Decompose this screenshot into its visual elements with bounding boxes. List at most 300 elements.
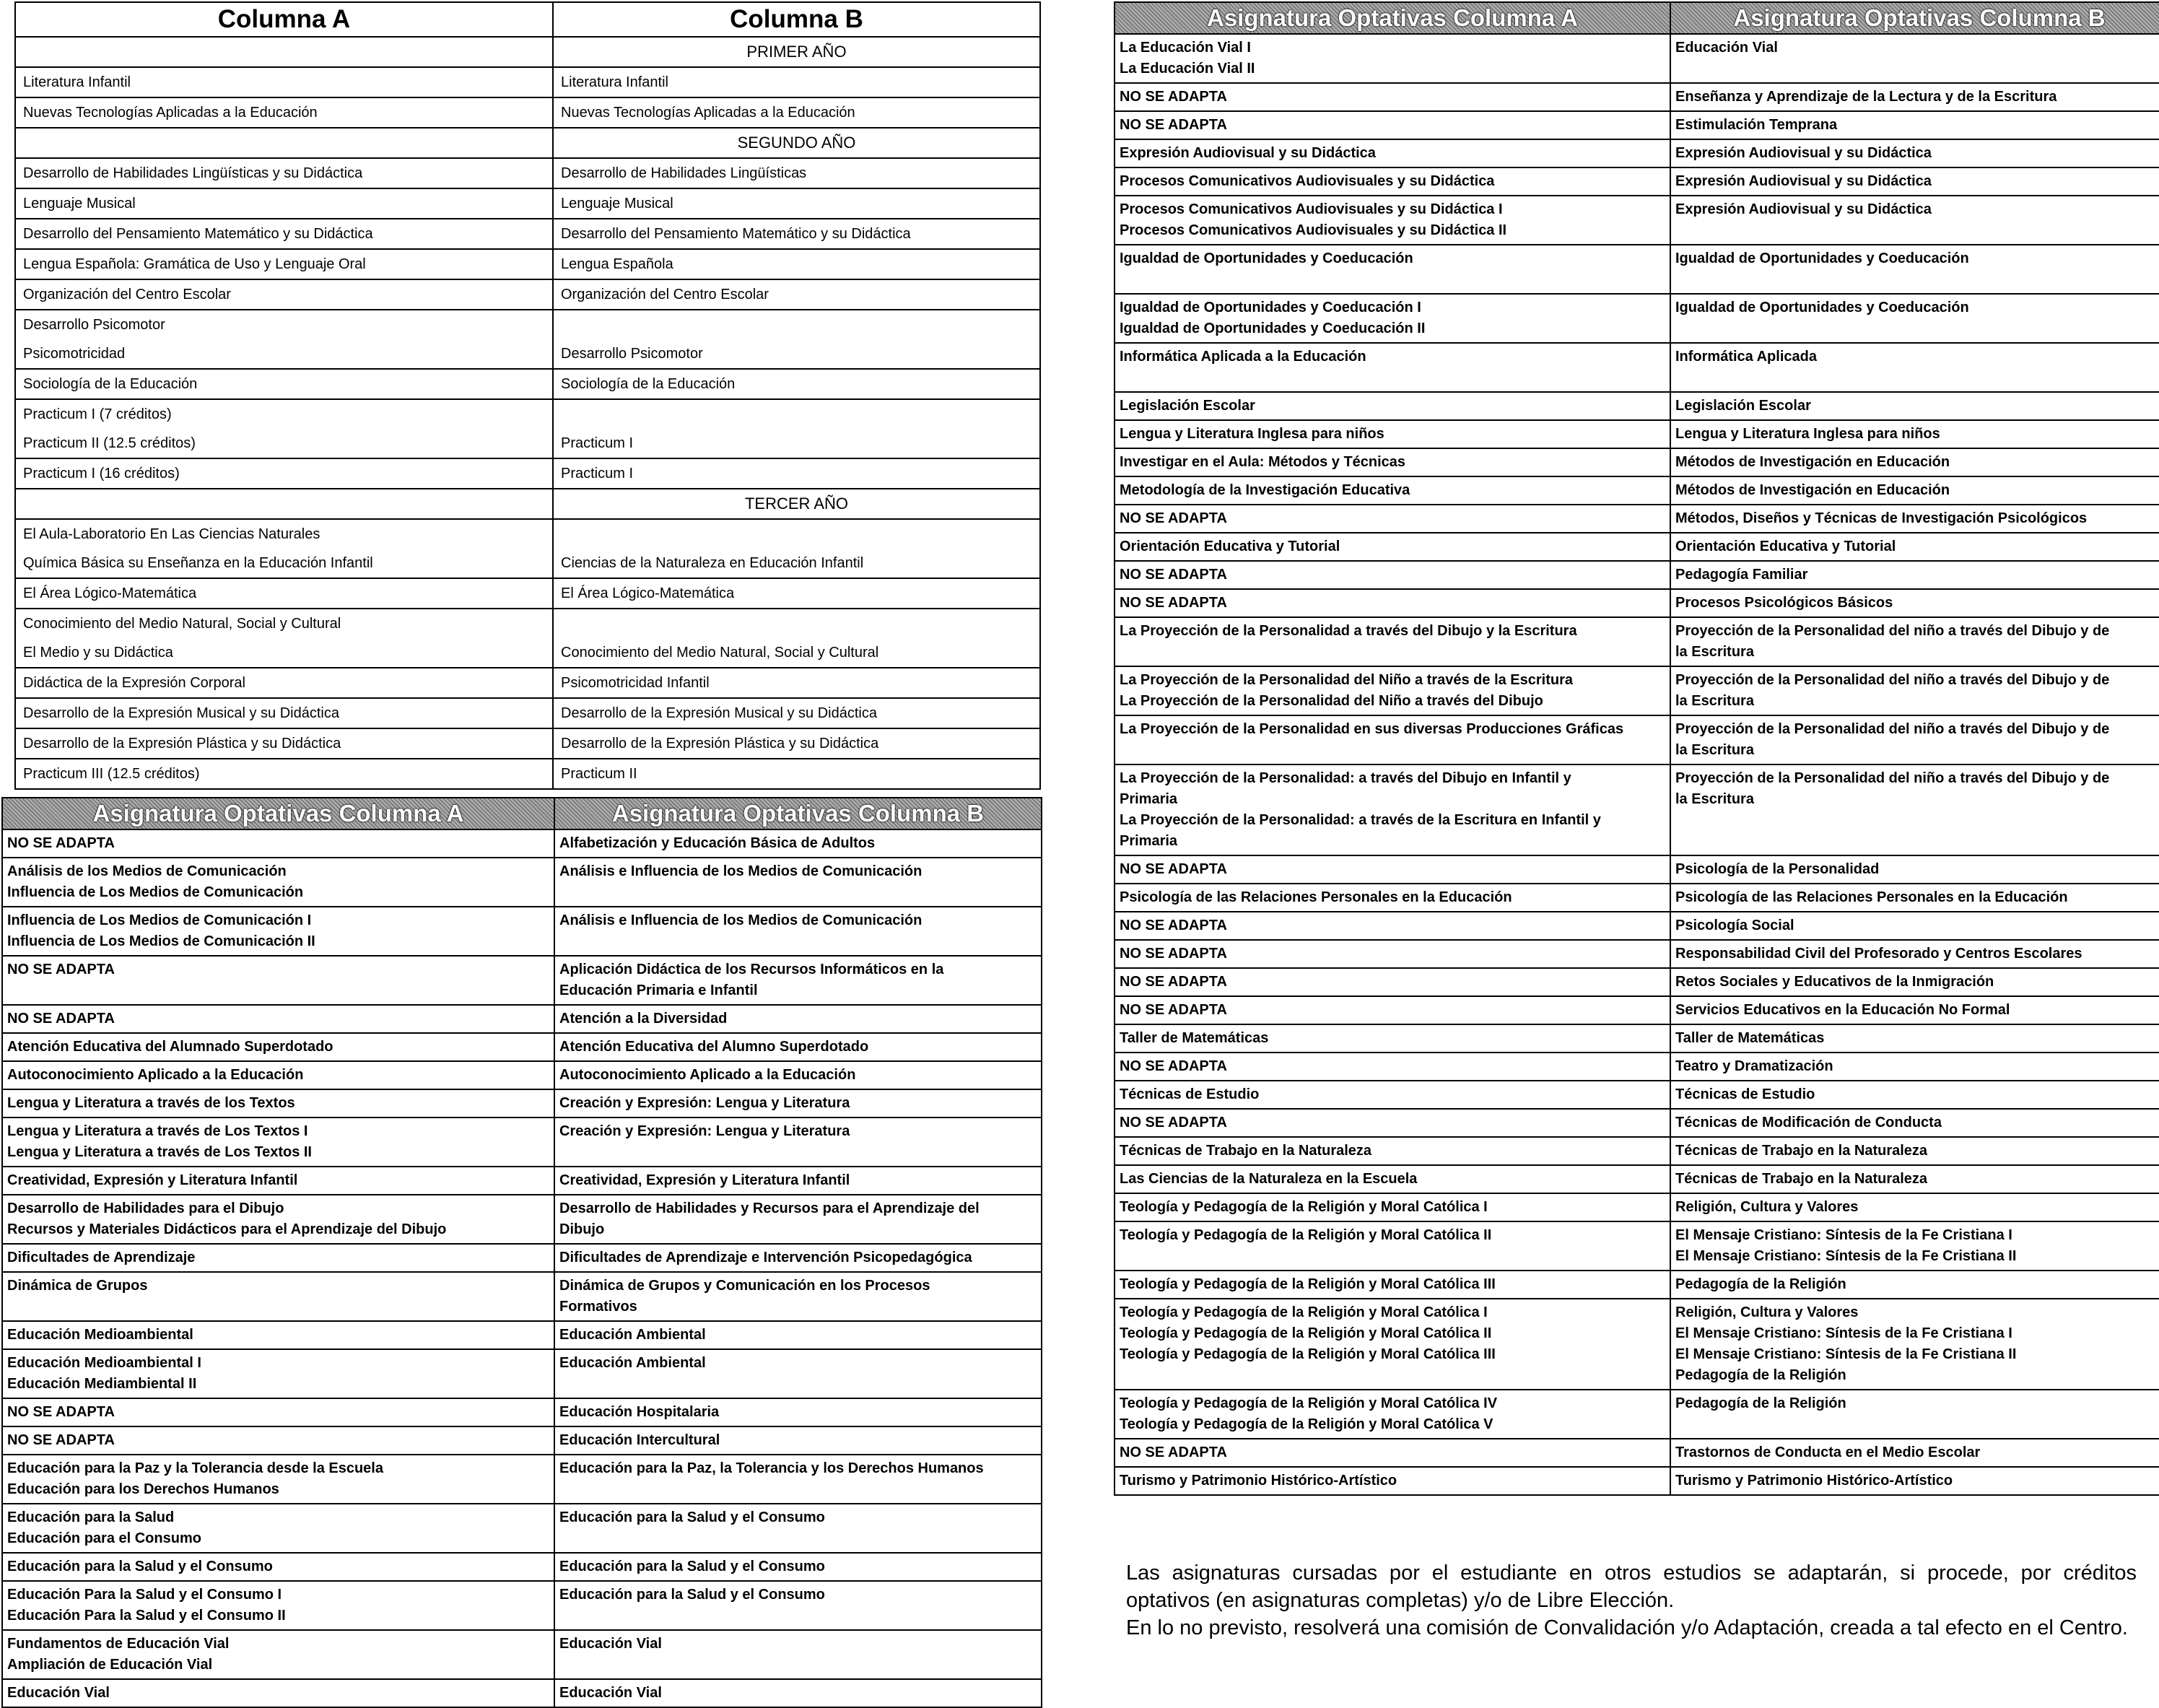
table-row [15, 728, 1040, 759]
table-row [1115, 111, 2159, 139]
cell-line: El Aula-Laboratorio En Las Ciencias Naturales [23, 526, 320, 542]
table-row [2, 1061, 1042, 1089]
cell-line: NO SE ADAPTA [1120, 595, 1227, 611]
cell-line: La Proyección de la Personalidad en sus diversas Producciones Gráficas [1120, 721, 1624, 737]
column-a-cell [15, 728, 553, 759]
column-a-cell [1115, 111, 1670, 139]
cell-line: Educación Intercultural [559, 1432, 720, 1448]
column-a-cell [1115, 34, 1670, 83]
column-a-cell [1115, 420, 1670, 448]
column-b-cell [554, 1426, 1042, 1455]
column-a-cell [15, 458, 553, 489]
cell-line: Proyección de la Personalidad del niño a través del Dibujo y de [1675, 623, 2110, 639]
cell-line: El Mensaje Cristiano: Síntesis de la Fe Cristiana II [1675, 1248, 2017, 1264]
table-row [15, 279, 1040, 310]
column-a-cell [1115, 533, 1670, 561]
cell-line: Conocimiento del Medio Natural, Social y Cultural [561, 645, 879, 661]
cell-line: Educación para la Salud y el Consumo [559, 1587, 825, 1603]
column-b-cell [554, 1398, 1042, 1426]
table-row [1115, 1221, 2159, 1271]
table-row [1115, 420, 2159, 448]
cell-line: NO SE ADAPTA [1120, 1445, 1227, 1460]
cell-line: Informática Aplicada [1675, 349, 1817, 365]
column-a-cell [1115, 245, 1670, 294]
table-row [1115, 666, 2159, 715]
optativas-b-header: Asignatura Optativas Columna B [1670, 2, 2159, 34]
cell-line: Legislación Escolar [1120, 398, 1255, 414]
column-a-cell [1115, 196, 1670, 245]
cell-line: Educación Para la Salud y el Consumo II [7, 1608, 286, 1624]
cell-line: El Mensaje Cristiano: Síntesis de la Fe Cristiana I [1675, 1227, 2012, 1243]
cell-line: Responsabilidad Civil del Profesorado y Centros Escolares [1675, 946, 2082, 962]
cell-line: Educación Hospitalaria [559, 1404, 720, 1420]
cell-line: Orientación Educativa y Tutorial [1675, 539, 1896, 554]
table-row [1115, 1467, 2159, 1495]
cell-line: NO SE ADAPTA [1120, 89, 1227, 105]
year-label: SEGUNDO AÑO [553, 128, 1040, 158]
table-row [2, 956, 1042, 1005]
cell-line: Análisis e Influencia de los Medios de Comunicación [559, 912, 923, 928]
cell-line: Organización del Centro Escolar [23, 287, 231, 302]
cell-line: Atención a la Diversidad [559, 1011, 728, 1027]
cell-line: Expresión Audiovisual y su Didáctica [1675, 201, 1932, 217]
cell-line: Técnicas de Estudio [1120, 1086, 1260, 1102]
cell-line: la Escritura [1675, 693, 1754, 709]
cell-line: Desarrollo Psicomotor [561, 346, 703, 362]
column-b-cell [553, 519, 1040, 578]
cell-line: Educación Medioambiental I [7, 1355, 201, 1371]
cell-line: Psicología de las Relaciones Personales en la Educación [1675, 889, 2068, 905]
column-b-cell [1670, 996, 2159, 1024]
cell-line [1120, 269, 1665, 290]
column-a-cell [1115, 1271, 1670, 1299]
cell-line: NO SE ADAPTA [1120, 1002, 1227, 1018]
column-b-cell [553, 668, 1040, 698]
table-row [2, 858, 1042, 907]
column-b-cell [1670, 561, 2159, 589]
cell-line: Lenguaje Musical [23, 196, 136, 212]
column-b-cell [1670, 968, 2159, 996]
cell-line: Educación Vial [7, 1685, 110, 1701]
column-b-cell [554, 829, 1042, 858]
table-row [15, 698, 1040, 728]
cell-line: NO SE ADAPTA [7, 1011, 115, 1027]
cell-line: Orientación Educativa y Tutorial [1120, 539, 1340, 554]
cell-line: Métodos de Investigación en Educación [1675, 454, 1950, 470]
cell-line: La Proyección de la Personalidad: a través del Dibujo en Infantil y [1120, 770, 1571, 786]
column-b-cell [554, 1272, 1042, 1321]
table-row [1115, 448, 2159, 476]
cell-line: Nuevas Tecnologías Aplicadas a la Educación [23, 105, 318, 121]
cell-line: La Proyección de la Personalidad a través del Dibujo y la Escritura [1120, 623, 1577, 639]
cell-line: Educación Primaria e Infantil [559, 982, 758, 998]
cell-line: La Proyección de la Personalidad del Niño a través del Dibujo [1120, 693, 1543, 709]
cell-line: Dificultades de Aprendizaje [7, 1250, 196, 1265]
column-a-cell [1115, 968, 1670, 996]
column-b-cell [1670, 764, 2159, 855]
column-b-cell [1670, 1390, 2159, 1439]
column-b-cell [553, 188, 1040, 219]
column-b-cell [1670, 245, 2159, 294]
column-a-cell [2, 1005, 554, 1033]
column-b-cell [1670, 1271, 2159, 1299]
cell-line: Educación Ambiental [559, 1327, 706, 1343]
cell-line: Psicomotricidad Infantil [561, 675, 710, 691]
cell-line [1120, 367, 1665, 388]
cell-line: Desarrollo de Habilidades Lingüísticas y su Didáctica [23, 165, 363, 181]
column-b-cell [553, 279, 1040, 310]
cell-line: NO SE ADAPTA [1120, 510, 1227, 526]
footnote [1126, 1559, 2137, 1642]
optativas-right-table [1114, 1, 2159, 1496]
cell-line: Practicum I [561, 435, 634, 451]
table-row [2, 1321, 1042, 1349]
column-b-cell [1670, 1109, 2159, 1137]
cell-line: Teatro y Dramatización [1675, 1058, 1833, 1074]
cell-line: Igualdad de Oportunidades y Coeducación I [1120, 300, 1421, 315]
column-a-cell [2, 829, 554, 858]
cell-line: Lengua y Literatura a través de Los Textos II [7, 1144, 312, 1160]
column-b-cell [553, 219, 1040, 249]
column-b-cell [554, 1061, 1042, 1089]
cell-line: la Escritura [1675, 644, 1754, 660]
column-b-cell [554, 1167, 1042, 1195]
cell-line: NO SE ADAPTA [7, 962, 115, 977]
column-b-cell [554, 1033, 1042, 1061]
cell-line: Trastornos de Conducta en el Medio Escolar [1675, 1445, 1981, 1460]
table-row [1115, 1137, 2159, 1165]
cell-line: Educación Ambiental [559, 1355, 706, 1371]
cell-line: Proyección de la Personalidad del niño a través del Dibujo y de [1675, 721, 2110, 737]
cell-line: Igualdad de Oportunidades y Coeducación [1675, 250, 1969, 266]
cell-line: Técnicas de Modificación de Conducta [1675, 1115, 1942, 1130]
table-row [1115, 1053, 2159, 1081]
table-row [15, 67, 1040, 97]
year-label: PRIMER AÑO [553, 37, 1040, 67]
column-a-cell [15, 97, 553, 128]
cell-line: Las Ciencias de la Naturaleza en la Escuela [1120, 1171, 1418, 1187]
cell-line: Técnicas de Trabajo en la Naturaleza [1675, 1143, 1928, 1159]
cell-line: La Proyección de la Personalidad: a través de la Escritura en Infantil y [1120, 812, 1601, 828]
cell-line: Técnicas de Trabajo en la Naturaleza [1120, 1143, 1372, 1159]
cell-line: NO SE ADAPTA [1120, 946, 1227, 962]
column-b-cell [1670, 1299, 2159, 1390]
cell-line: NO SE ADAPTA [7, 1432, 115, 1448]
column-b-cell [1670, 1053, 2159, 1081]
table-row [15, 458, 1040, 489]
cell-line: Estimulación Temprana [1675, 117, 1838, 133]
cell-line: Influencia de Los Medios de Comunicación [7, 884, 304, 900]
column-a-cell [1115, 666, 1670, 715]
column-a-cell [2, 1167, 554, 1195]
column-b-cell [554, 956, 1042, 1005]
column-b-cell [1670, 448, 2159, 476]
column-b-cell [553, 310, 1040, 369]
year-spacer-cell [15, 128, 553, 158]
column-b-cell [553, 578, 1040, 609]
cell-line: Alfabetización y Educación Básica de Adultos [559, 835, 876, 851]
table-row [15, 519, 1040, 578]
table-row [2, 1272, 1042, 1321]
cell-line: Investigar en el Aula: Métodos y Técnicas [1120, 454, 1406, 470]
cell-line: Educación Vial [559, 1685, 662, 1701]
column-a-cell [15, 310, 553, 369]
column-b-cell [1670, 940, 2159, 968]
column-a-cell [1115, 1165, 1670, 1193]
table-row [15, 37, 1040, 67]
cell-line: Desarrollo de Habilidades para el Dibujo [7, 1201, 284, 1216]
table-row [15, 578, 1040, 609]
cell-line: Educación Mediambiental II [7, 1376, 197, 1392]
column-b-cell [1670, 111, 2159, 139]
table-row [2, 1167, 1042, 1195]
column-a-cell [15, 188, 553, 219]
column-b-cell [553, 249, 1040, 279]
column-a-cell [15, 67, 553, 97]
cell-line: Literatura Infantil [23, 74, 131, 90]
column-b-cell [1670, 476, 2159, 505]
column-a-cell [15, 279, 553, 310]
column-a-cell [1115, 715, 1670, 764]
cell-line: Pedagogía Familiar [1675, 567, 1808, 583]
column-b-cell [1670, 589, 2159, 617]
cell-line: Retos Sociales y Educativos de la Inmigración [1675, 974, 1994, 990]
column-a-cell [15, 668, 553, 698]
cell-line: Métodos de Investigación en Educación [1675, 482, 1950, 498]
cell-line: Lenguaje Musical [561, 196, 673, 212]
cell-line: la Escritura [1675, 742, 1754, 758]
cell-line: Dinámica de Grupos [7, 1278, 148, 1294]
cell-line: Primaria [1120, 791, 1178, 807]
cell-line: Influencia de Los Medios de Comunicación I [7, 912, 312, 928]
optativas-b-header: Asignatura Optativas Columna B [554, 798, 1042, 829]
column-a-cell [1115, 764, 1670, 855]
table-row [1115, 343, 2159, 392]
cell-line: Igualdad de Oportunidades y Coeducación [1120, 250, 1413, 266]
table-row [1115, 996, 2159, 1024]
column-b-cell [1670, 855, 2159, 884]
cell-line: La Proyección de la Personalidad del Niño a través de la Escritura [1120, 672, 1574, 688]
cell-line: Desarrollo del Pensamiento Matemático y su Didáctica [561, 226, 911, 242]
column-b-cell [1670, 505, 2159, 533]
column-a-cell [2, 1504, 554, 1553]
column-a-cell [2, 1553, 554, 1581]
table-row [15, 97, 1040, 128]
cell-line: Organización del Centro Escolar [561, 287, 769, 302]
cell-line: El Mensaje Cristiano: Síntesis de la Fe Cristiana II [1675, 1346, 2017, 1362]
cell-line: Pedagogía de la Religión [1675, 1367, 1846, 1383]
table-row [2, 1455, 1042, 1504]
column-a-cell [15, 698, 553, 728]
table-row [1115, 589, 2159, 617]
column-a-cell [2, 1061, 554, 1089]
table-row [1115, 912, 2159, 940]
column-a-cell [1115, 1467, 1670, 1495]
cell-line: NO SE ADAPTA [1120, 974, 1227, 990]
cell-line: Lengua y Literatura a través de los Textos [7, 1095, 295, 1111]
cell-line: Enseñanza y Aprendizaje de la Lectura y de la Escritura [1675, 89, 2057, 105]
column-a-cell [15, 578, 553, 609]
column-a-cell [2, 1349, 554, 1398]
cell-line: Informática Aplicada a la Educación [1120, 349, 1366, 365]
table-row [1115, 1109, 2159, 1137]
column-a-cell [2, 1321, 554, 1349]
cell-line: Psicología de la Personalidad [1675, 861, 1880, 877]
column-b-cell [1670, 666, 2159, 715]
cell-line: Educación para la Salud y el Consumo [559, 1509, 825, 1525]
cell-line: Teología y Pedagogía de la Religión y Moral Católica II [1120, 1325, 1492, 1341]
cell-line: Ciencias de la Naturaleza en Educación Infantil [561, 555, 864, 571]
table-row [15, 489, 1040, 519]
column-a-cell [1115, 1109, 1670, 1137]
table-row [1115, 533, 2159, 561]
cell-line: Igualdad de Oportunidades y Coeducación [1675, 300, 1969, 315]
cell-line: Ampliación de Educación Vial [7, 1657, 213, 1673]
column-a-cell [2, 1398, 554, 1426]
cell-line: Legislación Escolar [1675, 398, 1811, 414]
cell-line: Psicomotricidad [23, 346, 126, 362]
cell-line: NO SE ADAPTA [7, 1404, 115, 1420]
column-b-cell [1670, 1439, 2159, 1467]
cell-line: Teología y Pedagogía de la Religión y Moral Católica III [1120, 1346, 1496, 1362]
column-b-cell [554, 1321, 1042, 1349]
column-b-cell [1670, 1467, 2159, 1495]
column-b-cell [1670, 1193, 2159, 1221]
column-b-cell [554, 1244, 1042, 1272]
cell-line: Didáctica de la Expresión Corporal [23, 675, 245, 691]
cell-line: La Educación Vial I [1120, 40, 1251, 56]
cell-line: NO SE ADAPTA [1120, 567, 1227, 583]
column-a-cell [2, 1089, 554, 1117]
cell-line: Aplicación Didáctica de los Recursos Informáticos en la [559, 962, 944, 977]
table-row [15, 219, 1040, 249]
column-a-cell [2, 1033, 554, 1061]
column-a-cell [1115, 1081, 1670, 1109]
column-a-cell [1115, 1390, 1670, 1439]
column-a-cell [1115, 1221, 1670, 1271]
column-a-cell [2, 1426, 554, 1455]
column-b-cell [553, 399, 1040, 458]
cell-line: Practicum II (12.5 créditos) [23, 435, 196, 451]
column-b-cell [553, 728, 1040, 759]
table-row [1115, 1193, 2159, 1221]
cell-line: Lengua Española [561, 256, 673, 272]
cell-line: Educación para la Paz, la Tolerancia y los Derechos Humanos [559, 1460, 984, 1476]
footnote-paragraph-2: En lo no previsto, resolverá una comisión de Convalidación y/o Adaptación, creada a tal efecto en el Centro. [1126, 1616, 2128, 1639]
cell-line: Análisis de los Medios de Comunicación [7, 863, 287, 879]
column-b-cell [1670, 1221, 2159, 1271]
cell-line: Metodología de la Investigación Educativa [1120, 482, 1410, 498]
table-row [1115, 1081, 2159, 1109]
optativas-left-body [2, 829, 1042, 1707]
cell-line: Recursos y Materiales Didácticos para el Aprendizaje del Dibujo [7, 1221, 447, 1237]
cell-line: Técnicas de Trabajo en la Naturaleza [1675, 1171, 1928, 1187]
column-a-cell [1115, 855, 1670, 884]
cell-line: Practicum I (7 créditos) [23, 406, 172, 422]
cell-line: Proyección de la Personalidad del niño a través del Dibujo y de [1675, 672, 2110, 688]
cell-line: Atención Educativa del Alumnado Superdotado [7, 1039, 333, 1055]
cell-line: Técnicas de Estudio [1675, 1086, 1815, 1102]
table-row [1115, 968, 2159, 996]
cell-line: Química Básica su Enseñanza en la Educación Infantil [23, 555, 373, 571]
cell-line: Procesos Psicológicos Básicos [1675, 595, 1893, 611]
cell-line: NO SE ADAPTA [1120, 918, 1227, 933]
column-b-cell [553, 97, 1040, 128]
column-a-cell [15, 219, 553, 249]
column-a-cell [15, 609, 553, 668]
column-a-cell [1115, 589, 1670, 617]
table-row [1115, 884, 2159, 912]
column-a-cell [1115, 343, 1670, 392]
column-a-cell [1115, 476, 1670, 505]
column-b-cell [554, 1195, 1042, 1244]
cell-line: La Educación Vial II [1120, 61, 1255, 77]
cell-line: Dibujo [559, 1221, 605, 1237]
table-row [1115, 617, 2159, 666]
column-a-cell [1115, 167, 1670, 196]
cell-line: Practicum III (12.5 créditos) [23, 766, 200, 782]
cell-line: Desarrollo de la Expresión Musical y su Didáctica [561, 705, 877, 721]
column-a-cell [1115, 294, 1670, 343]
column-a-cell [2, 1630, 554, 1679]
cell-line: Taller de Matemáticas [1675, 1030, 1825, 1046]
column-b-cell [1670, 533, 2159, 561]
cell-line: Conocimiento del Medio Natural, Social y Cultural [23, 616, 341, 632]
table-row [15, 369, 1040, 399]
cell-line: Procesos Comunicativos Audiovisuales y su Didáctica I [1120, 201, 1503, 217]
table-row [2, 1005, 1042, 1033]
column-b-cell [553, 759, 1040, 789]
column-b-cell [1670, 294, 2159, 343]
cell-line: Teología y Pedagogía de la Religión y Moral Católica IV [1120, 1395, 1498, 1411]
column-b-cell [553, 67, 1040, 97]
footnote-paragraph-1: Las asignaturas cursadas por el estudiante en otros estudios se adaptarán, si procede, por créditos optativos (en asignaturas completas) y/o de Libre Elección. [1126, 1561, 2137, 1612]
cell-line: Pedagogía de la Religión [1675, 1276, 1846, 1292]
cell-line: Educación Medioambiental [7, 1327, 193, 1343]
cell-line: Educación para la Paz y la Tolerancia desde la Escuela [7, 1460, 383, 1476]
cell-line: Educación para la Salud [7, 1509, 175, 1525]
column-b-cell [1670, 167, 2159, 196]
column-b-cell [553, 369, 1040, 399]
column-b-cell [1670, 1137, 2159, 1165]
cell-line: Teología y Pedagogía de la Religión y Moral Católica II [1120, 1227, 1492, 1243]
cell-line: Fundamentos de Educación Vial [7, 1636, 230, 1652]
cell-line: Educación Para la Salud y el Consumo I [7, 1587, 282, 1603]
column-a-cell [1115, 392, 1670, 420]
column-b-cell [1670, 343, 2159, 392]
cell-line: Lengua y Literatura Inglesa para niños [1675, 426, 1940, 442]
table-row [1115, 1024, 2159, 1053]
table-row [1115, 505, 2159, 533]
cell-line: Servicios Educativos en la Educación No Formal [1675, 1002, 2010, 1018]
column-a-cell [1115, 996, 1670, 1024]
column-a-cell [2, 1581, 554, 1630]
cell-line: El Área Lógico-Matemática [23, 585, 197, 601]
cell-line: Sociología de la Educación [23, 376, 198, 392]
column-a-cell [1115, 1439, 1670, 1467]
cell-line: Desarrollo de la Expresión Plástica y su Didáctica [23, 736, 341, 751]
column-a-cell [1115, 1193, 1670, 1221]
table-row [1115, 1271, 2159, 1299]
cell-line: NO SE ADAPTA [7, 835, 115, 851]
table-row [2, 1089, 1042, 1117]
table-row [1115, 940, 2159, 968]
cell-line: Creatividad, Expresión y Literatura Infantil [7, 1172, 298, 1188]
cell-line: Teología y Pedagogía de la Religión y Moral Católica III [1120, 1276, 1496, 1292]
cell-line: Practicum II [561, 766, 637, 782]
main-adaptation-table [14, 1, 1041, 790]
cell-line: Educación para los Derechos Humanos [7, 1481, 279, 1497]
